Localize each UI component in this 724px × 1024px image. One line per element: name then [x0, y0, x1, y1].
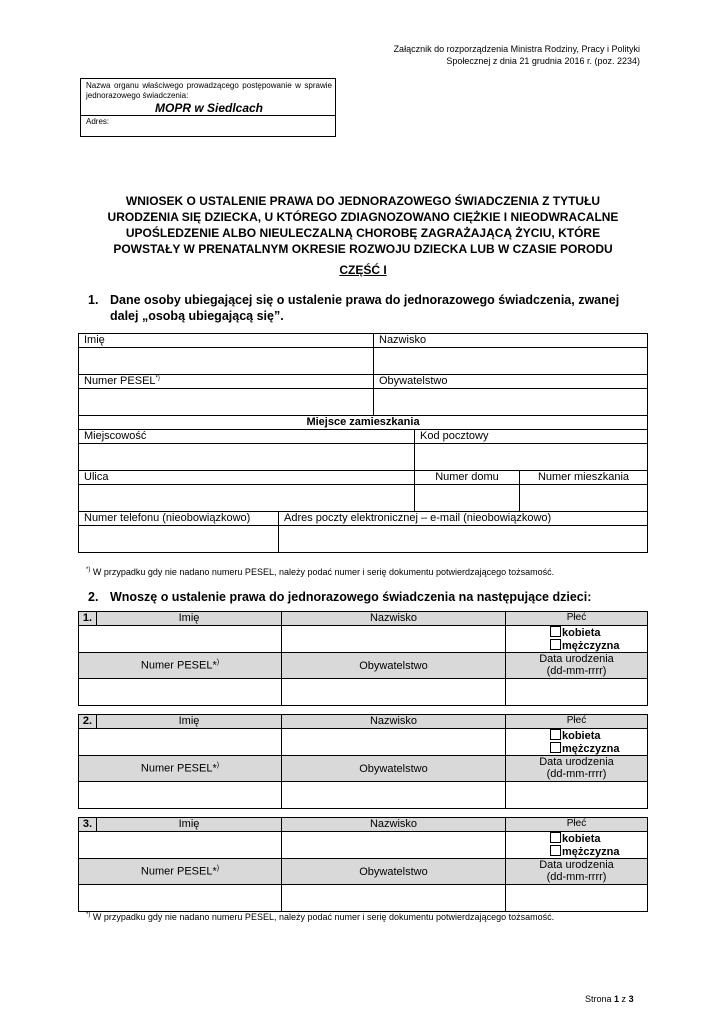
- regulation-note-line2: Społecznej z dnia 21 grudnia 2016 r. (poz. 2234): [446, 56, 640, 66]
- female-label: kobieta: [562, 833, 601, 845]
- child-birth-date-label: [506, 756, 648, 782]
- child-sex-female[interactable]: [550, 626, 647, 639]
- last-name-label: Nazwisko: [374, 334, 648, 348]
- section2-number: 2.: [88, 590, 99, 604]
- pesel-label: [79, 375, 374, 389]
- city-label: Miejscowość: [79, 430, 415, 444]
- child-citizenship-field[interactable]: [282, 679, 506, 706]
- child-pesel-field[interactable]: [79, 679, 282, 706]
- child-birth-date-field[interactable]: [506, 782, 648, 809]
- female-label: kobieta: [562, 627, 601, 639]
- child-block: [78, 714, 647, 809]
- regulation-note-line1: Załącznik do rozporządzenia Ministra Rodziny, Pracy i Polityki: [393, 44, 640, 54]
- flat-number-field[interactable]: [520, 485, 648, 512]
- child-birth-date-field[interactable]: [506, 679, 648, 706]
- citizenship-field[interactable]: [374, 389, 648, 416]
- child-sex-options: [506, 626, 648, 653]
- section1-number: 1.: [88, 293, 99, 307]
- pesel-field[interactable]: [79, 389, 374, 416]
- house-number-field[interactable]: [415, 485, 520, 512]
- page-prefix: Strona: [585, 994, 615, 1004]
- page-indicator: [585, 994, 634, 1004]
- child-pesel-mark: ): [216, 762, 220, 770]
- flat-number-label: Numer mieszkania: [520, 471, 648, 485]
- child-last-name-field[interactable]: [282, 626, 506, 653]
- child-citizenship-label: Obywatelstwo: [282, 653, 506, 679]
- section2-text: Wnoszę o ustalenie prawa do jednorazowego świadczenia na następujące dzieci:: [110, 590, 592, 604]
- first-name-field[interactable]: [79, 348, 374, 375]
- postal-code-label: Kod pocztowy: [415, 430, 648, 444]
- residence-header: Miejsce zamieszkania: [79, 416, 648, 430]
- email-field[interactable]: [279, 526, 648, 553]
- organ-address-label[interactable]: Adres:: [86, 117, 110, 126]
- pesel-label-text: Numer PESEL: [84, 375, 156, 387]
- child-birth-date-line2: (dd-mm-rrrr): [546, 768, 607, 780]
- child-pesel-label-text: Numer PESEL*: [140, 865, 217, 878]
- organ-box: [80, 78, 336, 137]
- child-citizenship-label: Obywatelstwo: [282, 859, 506, 885]
- footnote1-mark: *): [86, 567, 91, 573]
- child-pesel-field[interactable]: [79, 782, 282, 809]
- postal-code-field[interactable]: [415, 444, 648, 471]
- regulation-note: [360, 43, 640, 67]
- child-number: 3.: [79, 818, 97, 832]
- child-last-name-label: Nazwisko: [282, 715, 506, 729]
- child-sex-label: Płeć: [506, 612, 648, 626]
- last-name-field[interactable]: [374, 348, 648, 375]
- street-label: Ulica: [79, 471, 415, 485]
- child-sex-male[interactable]: [550, 845, 647, 858]
- child-first-name-label: Imię: [97, 715, 282, 729]
- citizenship-label: Obywatelstwo: [374, 375, 648, 389]
- male-label: mężczyzna: [562, 743, 620, 755]
- footnote-pesel-applicant: [86, 567, 554, 577]
- footnote1-text: W przypadku gdy nie nadano numeru PESEL, należy podać numer i serię dokumentu potwierdzającego tożsamość.: [90, 567, 555, 577]
- child-citizenship-label: Obywatelstwo: [282, 756, 506, 782]
- child-pesel-mark: ): [216, 659, 220, 667]
- child-pesel-label: [79, 756, 282, 782]
- child-first-name-label: Imię: [97, 612, 282, 626]
- street-field[interactable]: [79, 485, 415, 512]
- child-sex-male[interactable]: [550, 742, 647, 755]
- child-birth-date-line2: (dd-mm-rrrr): [546, 871, 607, 883]
- child-first-name-field[interactable]: [79, 626, 282, 653]
- child-number: 2.: [79, 715, 97, 729]
- child-table: [78, 714, 648, 809]
- child-sex-options: [506, 832, 648, 859]
- child-number: 1.: [79, 612, 97, 626]
- male-label: mężczyzna: [562, 846, 620, 858]
- child-first-name-field[interactable]: [79, 832, 282, 859]
- city-field[interactable]: [79, 444, 415, 471]
- page-total: 3: [628, 994, 634, 1004]
- child-block: [78, 817, 647, 912]
- child-block: [78, 611, 647, 706]
- house-number-label: Numer domu: [415, 471, 520, 485]
- child-sex-male[interactable]: [550, 639, 647, 652]
- form-title-line3: UPOŚLEDZENIE ALBO NIEULECZALNĄ CHOROBĘ ZAGRAŻAJĄCĄ ŻYCIU, KTÓRE: [125, 226, 601, 240]
- child-sex-options: [506, 729, 648, 756]
- child-sex-female[interactable]: [550, 729, 647, 742]
- child-birth-date-line1: Data urodzenia: [539, 756, 614, 768]
- form-title-line4: POWSTAŁY W PRENATALNYM OKRESIE ROZWOJU DZIECKA LUB W CZASIE PORODU: [113, 242, 613, 256]
- footnote2-mark: *): [86, 912, 91, 918]
- child-last-name-label: Nazwisko: [282, 818, 506, 832]
- child-birth-date-line1: Data urodzenia: [539, 859, 614, 871]
- checkbox-icon[interactable]: [550, 845, 561, 856]
- child-pesel-label: [79, 653, 282, 679]
- footnote-pesel-child: [86, 912, 554, 922]
- child-birth-date-field[interactable]: [506, 885, 648, 912]
- page-current: 1: [614, 994, 620, 1004]
- email-label: Adres poczty elektronicznej – e-mail (nieobowiązkowo): [279, 512, 648, 526]
- applicant-table: [78, 333, 648, 553]
- phone-field[interactable]: [79, 526, 279, 553]
- child-pesel-field[interactable]: [79, 885, 282, 912]
- child-sex-label: Płeć: [506, 818, 648, 832]
- checkbox-icon[interactable]: [550, 742, 561, 753]
- child-citizenship-field[interactable]: [282, 782, 506, 809]
- section1-text: Dane osoby ubiegającej się o ustalenie prawa do jednorazowego świadczenia, zwanej dalej „osobą ubiegającą się”.: [110, 293, 620, 323]
- pesel-footnote-mark: *): [155, 375, 160, 382]
- organ-divider: [81, 115, 335, 116]
- child-birth-date-label: [506, 653, 648, 679]
- child-last-name-field[interactable]: [282, 832, 506, 859]
- male-label: mężczyzna: [562, 640, 620, 652]
- child-table: [78, 611, 648, 706]
- child-birth-date-line1: Data urodzenia: [539, 653, 614, 665]
- female-label: kobieta: [562, 730, 601, 742]
- checkbox-icon[interactable]: [550, 639, 561, 650]
- page-middle: z: [619, 994, 629, 1004]
- child-birth-date-line2: (dd-mm-rrrr): [546, 665, 607, 677]
- organ-name[interactable]: MOPR w Siedlcach: [154, 101, 264, 115]
- child-pesel-label-text: Numer PESEL*: [140, 659, 217, 672]
- child-pesel-label-text: Numer PESEL*: [140, 762, 217, 775]
- child-first-name-label: Imię: [97, 818, 282, 832]
- checkbox-icon[interactable]: [550, 729, 561, 740]
- child-sex-female[interactable]: [550, 832, 647, 845]
- checkbox-icon[interactable]: [550, 832, 561, 843]
- organ-label: Nazwa organu właściwego prowadzącego postępowanie w sprawie jednorazowego świadczenia:: [86, 81, 332, 100]
- footnote2-text: W przypadku gdy nie nadano numeru PESEL, należy podać numer i serię dokumentu potwierdzającego tożsamość.: [90, 912, 555, 922]
- first-name-label: Imię: [79, 334, 374, 348]
- child-last-name-label: Nazwisko: [282, 612, 506, 626]
- child-birth-date-label: [506, 859, 648, 885]
- child-first-name-field[interactable]: [79, 729, 282, 756]
- child-pesel-mark: ): [216, 865, 220, 873]
- form-title-line1: WNIOSEK O USTALENIE PRAWA DO JEDNORAZOWEGO ŚWIADCZENIA Z TYTUŁU: [125, 194, 601, 208]
- form-title: [80, 193, 646, 257]
- child-table: [78, 817, 648, 912]
- phone-label: Numer telefonu (nieobowiązkowo): [79, 512, 279, 526]
- part-heading: CZĘŚĆ I: [339, 263, 387, 277]
- child-pesel-label: [79, 859, 282, 885]
- form-title-line2: URODZENIA SIĘ DZIECKA, U KTÓREGO ZDIAGNOZOWANO CIĘŻKIE I NIEODWRACALNE: [107, 210, 619, 224]
- child-citizenship-field[interactable]: [282, 885, 506, 912]
- child-last-name-field[interactable]: [282, 729, 506, 756]
- checkbox-icon[interactable]: [550, 626, 561, 637]
- child-sex-label: Płeć: [506, 715, 648, 729]
